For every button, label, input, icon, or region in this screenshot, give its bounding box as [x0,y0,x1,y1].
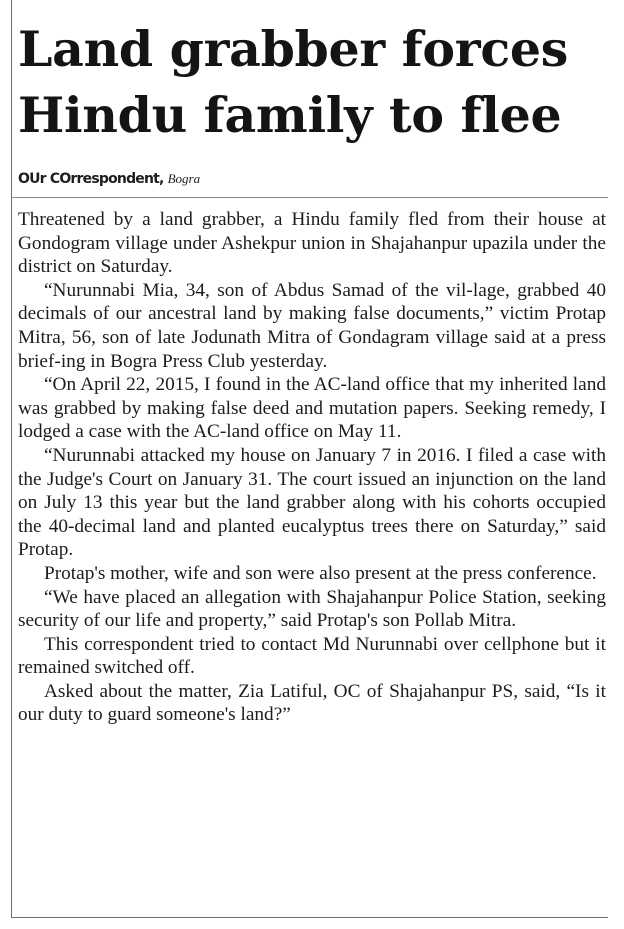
paragraph: Threatened by a land grabber, a Hindu family fled from their house at Gondogram village under Ashekpur union in Shajahanpur upazila under the district on Saturday. [18,209,606,278]
left-column-rule [11,0,12,918]
paragraph: “On April 22, 2015, I found in the AC-land office that my inherited land was grabbed by making false deed and mutation papers. Seeking remedy, I lodged a case with the AC-land office on May 11. [18,374,606,443]
paragraph: “Nurunnabi attacked my house on January 7 in 2016. I filed a case with the Judge's Court on January 31. The court issued an injunction on the land on July 13 this year but the land grabber along with his cohorts occupied the 40-decimal land and planted eucalyptus trees there on Saturday,” said Protap. [18,444,606,561]
paragraph: Protap's mother, wife and son were also present at the press conference. [44,562,597,584]
bottom-column-rule [11,917,608,918]
byline-author: OUr COrrespondent, [18,171,164,187]
paragraph: “We have placed an allegation with Shajahanpur Police Station, seeking security of our life and property,” said Protap's son Pollab Mitra. [18,586,606,632]
byline-location: Bogra [167,171,201,186]
headline: Land grabber forces Hindu family to flee [18,20,569,144]
byline [18,168,200,189]
article-body [18,208,606,727]
paragraph: This correspondent tried to contact Md Nurunnabi over cellphone but it remained switched off. [18,633,606,679]
byline-divider [11,197,608,198]
paragraph: Asked about the matter, Zia Latiful, OC of Shajahanpur PS, said, “Is it our duty to guard someone's land?” [18,680,606,726]
paragraph: “Nurunnabi Mia, 34, son of Abdus Samad of the vil-lage, grabbed 40 decimals of our ancestral land by making false documents,” victim Protap Mitra, 56, son of late Jodunath Mitra of Gondagram village said at a press brief-ing in Bogra Press Club yesterday. [18,279,606,372]
